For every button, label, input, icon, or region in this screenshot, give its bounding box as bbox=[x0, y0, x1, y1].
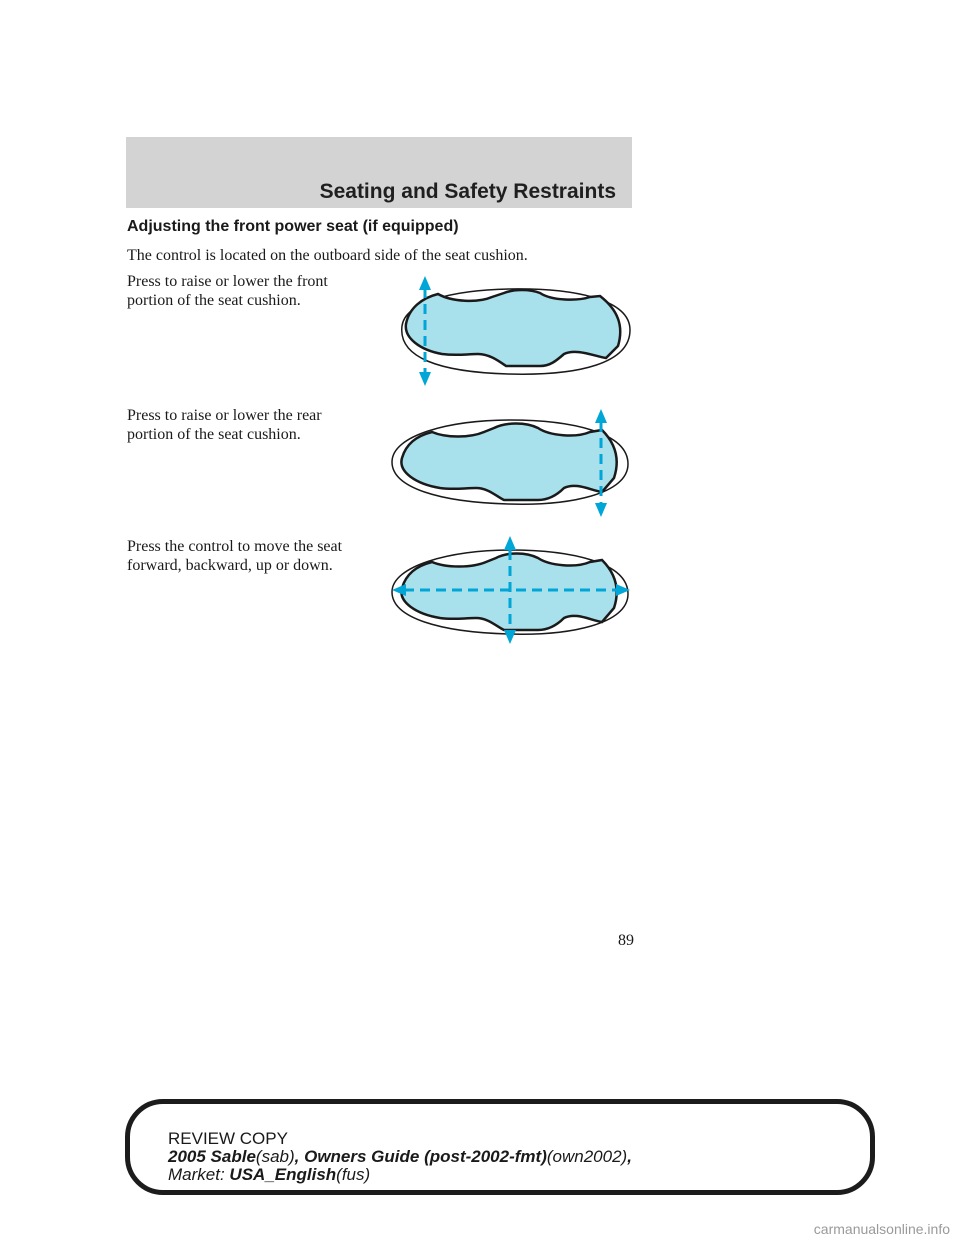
footer-market-label: Market: bbox=[168, 1165, 225, 1184]
intro-paragraph: The control is located on the outboard side of the seat cushion. bbox=[127, 247, 528, 264]
subsection-heading: Adjusting the front power seat (if equipped) bbox=[127, 218, 459, 235]
item-multi-text: Press the control to move the seat forward, backward, up or down. bbox=[127, 538, 343, 574]
page-number: 89 bbox=[618, 932, 634, 949]
footer-model-code: (sab) bbox=[255, 1147, 295, 1166]
footer-market-code: (fus) bbox=[336, 1165, 371, 1184]
footer-line-1: REVIEW COPY bbox=[168, 1129, 288, 1148]
arrow-down-icon bbox=[419, 372, 431, 386]
seat-control-fourway-diagram bbox=[380, 530, 640, 660]
footer-line-3 bbox=[168, 1166, 370, 1184]
arrow-up-icon bbox=[595, 409, 607, 423]
arrow-down-icon bbox=[595, 503, 607, 517]
footer-guide-code: (own2002) bbox=[546, 1147, 628, 1166]
footer-model: 2005 Sable bbox=[168, 1147, 256, 1166]
item-front-text: Press to raise or lower the front portion of the seat cushion. bbox=[127, 273, 328, 309]
arrow-left-icon bbox=[392, 584, 406, 596]
seat-control-front-diagram bbox=[380, 268, 640, 398]
item-rear-text: Press to raise or lower the rear portion of the seat cushion. bbox=[127, 407, 322, 443]
footer-market: USA_English bbox=[229, 1165, 337, 1184]
section-title: Seating and Safety Restraints bbox=[319, 180, 616, 203]
section-header-band bbox=[126, 137, 632, 208]
seat-control-rear-diagram bbox=[380, 400, 640, 530]
footer-line-2: 2005 Sable(sab), Owners Guide (post-2002-fmt)(own2002), bbox=[168, 1147, 632, 1166]
review-copy-footer bbox=[125, 1099, 875, 1195]
arrow-down-icon bbox=[504, 630, 516, 644]
arrow-up-icon bbox=[419, 276, 431, 290]
watermark-text: carmanualsonline.info bbox=[813, 1221, 950, 1237]
footer-guide: Owners Guide (post-2002-fmt) bbox=[304, 1147, 547, 1166]
arrow-up-icon bbox=[504, 536, 516, 550]
